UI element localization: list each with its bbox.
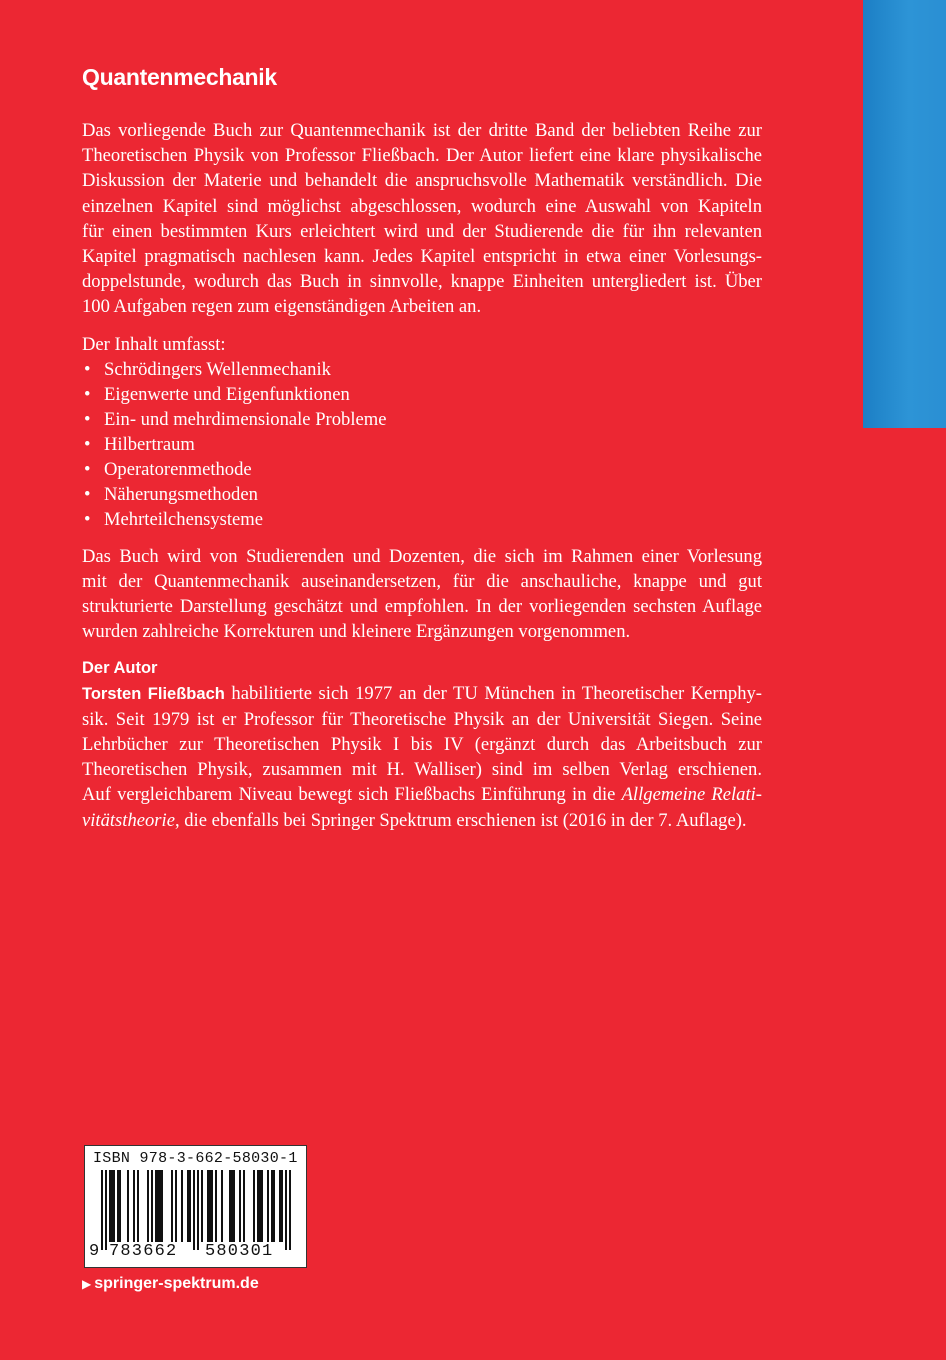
barcode-bar	[193, 1170, 195, 1250]
intro-line: Theoretischen Physik von Professor Fließbach. Der Autor liefert eine klare physikalische	[82, 145, 762, 167]
barcode-bar	[259, 1170, 261, 1242]
bullet-icon: •	[84, 433, 91, 455]
barcode-bar	[207, 1170, 209, 1242]
isbn-barcode	[84, 1145, 307, 1268]
bullet-icon: •	[84, 383, 91, 405]
barcode-bar	[111, 1170, 113, 1242]
contents-list-item: • Ein- und mehrdimensionale Probleme	[84, 408, 387, 430]
website-url: springer-spektrum.de	[94, 1275, 259, 1292]
author-name: Torsten Fließbach	[82, 684, 225, 703]
contents-list-item: • Eigenwerte und Eigenfunktionen	[84, 383, 350, 405]
publisher-website	[82, 1275, 259, 1293]
barcode-bar	[201, 1170, 203, 1242]
bullet-icon: •	[84, 483, 91, 505]
intro-paragraph	[82, 118, 762, 320]
blue-accent-bar	[863, 0, 946, 428]
ean-first-digit: 9	[89, 1242, 100, 1261]
barcode-bar	[101, 1170, 103, 1250]
audience-line: strukturierte Darstellung geschätzt und empfohlen. In der vorliegenden sechsten Auflage	[82, 596, 762, 618]
barcode-bar	[113, 1170, 115, 1242]
intro-line: Kapitel pragmatisch nachlesen kann. Jedes Kapitel entspricht in etwa einer Vorlesungs-	[82, 246, 762, 268]
barcode-bar	[109, 1170, 111, 1242]
barcode-bar	[187, 1170, 189, 1242]
author-line: Auf vergleichbarem Niveau bewegt sich Fließbachs Einführung in die Allgemeine Relati-	[82, 784, 762, 806]
barcode-bar	[181, 1170, 183, 1242]
bullet-icon: •	[84, 358, 91, 380]
barcode-bar	[211, 1170, 213, 1242]
bullet-icon: •	[84, 458, 91, 480]
barcode-bar	[289, 1170, 291, 1250]
barcode-bar	[285, 1170, 287, 1250]
arrow-icon: ▶	[82, 1277, 92, 1291]
barcode-bar	[175, 1170, 177, 1242]
author-line: vitätstheorie, die ebenfalls bei Springer Spektrum erschienen ist (2016 in der 7. Auflage).	[82, 809, 747, 831]
barcode-bar	[239, 1170, 241, 1242]
intro-line: Das vorliegende Buch zur Quantenmechanik ist der dritte Band der beliebten Reihe zur	[82, 120, 762, 141]
contents-list	[82, 357, 762, 532]
author-line: Lehrbücher zur Theoretischen Physik I bis IV (ergänzt durch das Arbeitsbuch zur	[82, 734, 762, 756]
intro-line: Diskussion der Materie und behandelt die anspruchsvolle Mathematik verständlich. Die	[82, 170, 762, 192]
intro-line: einzelnen Kapitel sind möglichst abgeschlossen, wodurch eine Auswahl von Kapiteln	[82, 195, 762, 217]
contents-heading: Der Inhalt umfasst:	[82, 333, 226, 355]
barcode-bar	[159, 1170, 161, 1242]
barcode-bar	[273, 1170, 275, 1242]
barcode-bar	[137, 1170, 139, 1242]
intro-line: 100 Aufgaben regen zum eigenständigen Arbeiten an.	[82, 296, 482, 318]
barcode-bar	[161, 1170, 163, 1242]
barcode-bar	[233, 1170, 235, 1242]
author-line: Theoretischen Physik, zusammen mit H. Walliser) sind im selben Verlag erschienen.	[82, 759, 762, 781]
barcode-bar	[257, 1170, 259, 1242]
barcode-bar	[261, 1170, 263, 1242]
barcode-bar	[229, 1170, 231, 1242]
barcode-bar	[155, 1170, 157, 1242]
book-title: Quantenmechanik	[82, 64, 277, 90]
barcode-bar	[271, 1170, 273, 1242]
barcode-bar	[127, 1170, 129, 1242]
barcode-bar	[253, 1170, 255, 1242]
bullet-icon: •	[84, 508, 91, 530]
cover-text-column	[82, 118, 762, 833]
barcode-bar	[267, 1170, 269, 1242]
contents-list-item: • Schrödingers Wellenmechanik	[84, 358, 331, 380]
barcode-bar	[157, 1170, 159, 1242]
audience-line: Das Buch wird von Studierenden und Dozenten, die sich im Rahmen einer Vorlesung	[82, 545, 762, 567]
barcode-bar	[279, 1170, 281, 1242]
contents-list-item: • Näherungsmethoden	[84, 483, 258, 505]
audience-line: mit der Quantenmechanik auseinandersetzen, für die anschauliche, knappe und gut	[82, 571, 762, 593]
intro-line: doppelstunde, wodurch das Buch in sinnvolle, knappe Einheiten untergliedert ist. Über	[82, 271, 762, 293]
contents-list-item: • Operatorenmethode	[84, 458, 252, 480]
bullet-icon: •	[84, 408, 91, 430]
barcode-bar	[105, 1170, 107, 1250]
barcode-bar	[209, 1170, 211, 1242]
author-line: sik. Seit 1979 ist er Professor für Theoretische Physik an der Universität Siegen. Seine	[82, 708, 762, 730]
barcode-bar	[171, 1170, 173, 1242]
author-line: Torsten Fließbach habilitierte sich 1977 an der TU München in Theoretischer Kernphy-	[82, 682, 762, 704]
barcode-bar	[147, 1170, 149, 1242]
barcode-bar	[281, 1170, 283, 1242]
ean-left-group: 783662	[109, 1242, 178, 1261]
audience-line: wurden zahlreiche Korrekturen und kleinere Ergänzungen vorgenommen.	[82, 621, 631, 643]
barcode-bar	[151, 1170, 153, 1242]
audience-paragraph	[82, 544, 762, 645]
contents-list-item: • Hilbertraum	[84, 433, 195, 455]
ean-right-group: 580301	[205, 1242, 274, 1261]
isbn-label: ISBN 978-3-662-58030-1	[93, 1150, 298, 1167]
barcode-bar	[119, 1170, 121, 1242]
author-paragraph	[82, 681, 762, 833]
barcode-bar	[231, 1170, 233, 1242]
barcode-bar	[133, 1170, 135, 1242]
barcode-bar	[117, 1170, 119, 1242]
contents-list-item: • Mehrteilchensysteme	[84, 508, 264, 530]
barcode-bar	[197, 1170, 199, 1250]
barcode-bar	[243, 1170, 245, 1242]
author-heading: Der Autor	[82, 658, 158, 677]
barcode-bar	[215, 1170, 217, 1242]
intro-line: für einen bestimmten Kurs erleichtert wird und der Studierende die für ihn relevanten	[82, 220, 762, 242]
barcode-bar	[221, 1170, 223, 1242]
barcode-bar	[189, 1170, 191, 1242]
